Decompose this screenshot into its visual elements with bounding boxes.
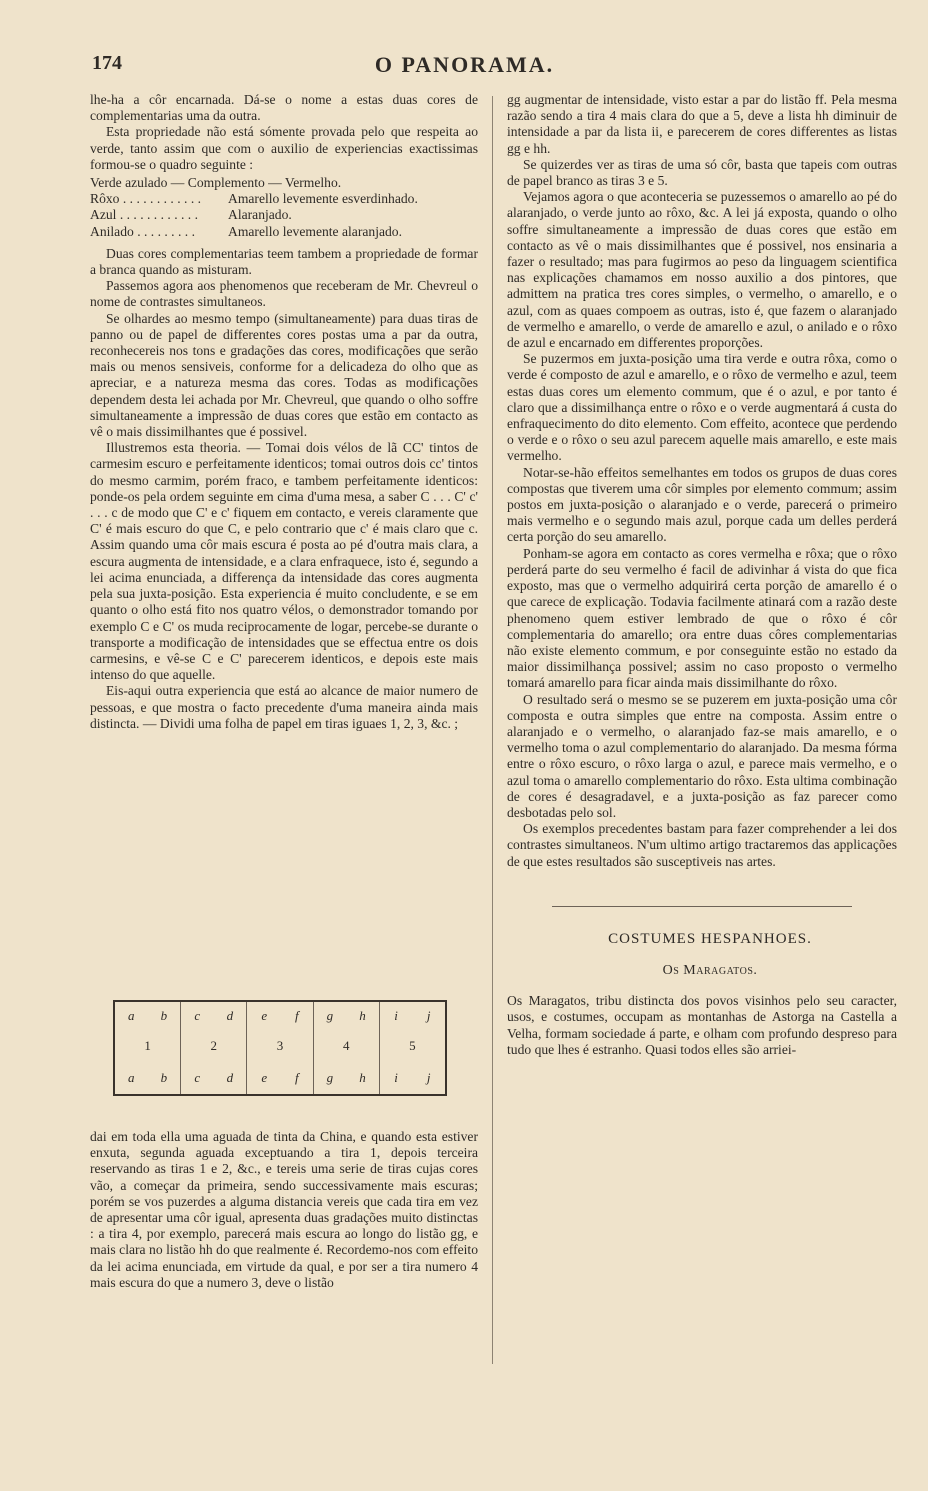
running-title: O PANORAMA. [374, 52, 555, 77]
strip-label: d [226, 1008, 234, 1023]
list-value: Alaranjado. [228, 207, 292, 223]
paragraph: gg augmentar de intensidade, visto estar a par do listão ff. Pela mesma razão sendo a tira 4 mais clara do que a 5, deve a lista hh diminuir de intensidade a par da lista ii, e parecerem de cores differentes as listas gg e hh. [507, 92, 897, 156]
list-term: Azul . . . . . . . . . . . . [90, 207, 198, 223]
strip-number: 5 [409, 1038, 416, 1053]
list-item [90, 191, 478, 207]
strip-label: a [128, 1070, 135, 1085]
strip [181, 1002, 247, 1094]
column-divider [492, 96, 493, 1364]
paragraph: Vejamos agora o que aconteceria se puzessemos o amarello ao pé do alaranjado, o verde junto ao rôxo, &c. A lei já exposta, quando o olho soffre simultaneamente a impressão de duas cores que estão em contacto as vê o mais dissimilhantes que é possivel, nos ensinaria a fazer o resultado; mas para fugirmos ao peso da linguagem scientifica nas explicações chamamos em nosso auxilio a dos pintores, que admittem na pratica tres cores simples, o vermelho, o amarello, e o azul, com as quaes compoem as outras, isto é, que fazem o alaranjado de vermelho e amarello, o verde de amarello e azul, o anilado e o rôxo de azul e encarnado em differentes proporções. [507, 189, 897, 351]
paragraph: Se quizerdes ver as tiras de uma só côr, basta que tapeis com outras de papel branco as tiras 3 e 5. [507, 156, 897, 189]
paragraph: Os exemplos precedentes bastam para fazer comprehender a lei dos contrastes simultaneos. N'um ultimo artigo tractaremos das applicações de que estes resultados são susceptiveis nas artes. [507, 821, 897, 869]
strip-number: 3 [276, 1038, 284, 1053]
paragraph: Eis-aqui outra experiencia que está ao alcance de maior numero de pessoas, e que mostra o facto precedente d'uma maneira ainda mais distincta. — Dividi uma folha de papel em tiras iguaes 1, 2, 3, &c. ; [90, 683, 478, 731]
strip-label: j [426, 1070, 431, 1085]
list-value: Amarello levemente esverdinhado. [228, 191, 418, 207]
paragraph: Notar-se-hão effeitos semelhantes em todos os grupos de duas cores compostas que tiverem uma côr simples por elemento commum; assim postos em juxta-posição o alaranjado e o verde, parecerá o primeiro mais vermelho e o segundo mais azul, porque cada um delles perderá certa porção do seu amarello. [507, 464, 897, 545]
page-number: 174 [92, 52, 122, 74]
strip-number: 2 [210, 1038, 218, 1053]
paragraph: dai em toda ella uma aguada de tinta da China, e quando esta estiver enxuta, segunda aguada exceptuando a tira 1, depois terceira reservando as tiras 1 e 2, &c., e tereis uma serie de tiras cujas cores vão, a começar da primeira, sendo successivamente mais escuras; porém se vos puzerdes a alguma distancia vereis que cada tira em vez de apresentar uma côr igual, apresenta duas gradações muito distinctas : a tira 4, por exemplo, parecerá mais escura ao longo do listão gg, e mais clara no listão hh do que realmente é. Recordemo-nos com effeito da lei acima enunciada, em virtude da qual, e por ser a tira numero 4 mais escura do que a numero 3, deve o listão [90, 1129, 478, 1290]
strip-label: a [128, 1008, 135, 1023]
strip-label: g [326, 1008, 334, 1023]
list-term: Rôxo . . . . . . . . . . . . [90, 191, 202, 207]
page-header [92, 52, 837, 82]
paragraph: Illustremos esta theoria. — Tomai dois vélos de lã CC' tintos de carmesim escuro e perfeitamente identicos; tomai outros dois cc' tintos do mesmo carmim, porém fraco, e tambem perfeitamente identicos: ponde-os pela ordem seguinte em cima d'uma mesa, a saber C . . . C' c' . . . c de modo que C' e c' fiquem em contacto, e vereis claramente que C' é mais escuro do que C, e pelo contrario que c' é mais claro que c. Assim quando uma côr mais escura é posta ao pé d'outra mais clara, a escura augmenta de intensidade, e a clara enfraquece, isto é, segundo a lei acima enunciada, a differença da intensidade das cores augmenta pela sua juxta-posição. Esta experiencia é muito concludente, e se em quanto o olho está fito nos quatro vélos, o demonstrador tomando por exemplo C e C' os muda reciprocamente de logar, percebe-se durante o transporte a modificação de intensidades que se effectua entre os dois carmesins, e vê-se C e C' parecerem identicos, e depois este mais intenso do que aquelle. [90, 440, 478, 683]
paragraph: Esta propriedade não está sómente provada pelo que respeita ao verde, tanto assim que com o auxilio de experiencias exactissimas formou-se o quadro seguinte : [90, 124, 478, 172]
strip-label: g [326, 1070, 334, 1085]
paragraph: Ponham-se agora em contacto as cores vermelha e rôxa; que o rôxo perderá parte do seu vermelho é facil de adivinhar á vista do que fica exposto, mas que o vermelho adquirirá certa porção de amarello é o que carece de explicação. Todavia facilmente atinará com a razão deste phenomeno quem estiver lembrado de que o rôxo é côr complementaria do amarello; ora entre duas côres complementarias não existe elemento commum, e por conseguinte estão no estado da maior dissimilhança possivel; assim no caso proposto o vermelho tomará amarello para ficar ainda mais dissimilhante do rôxo. [507, 545, 897, 691]
right-column [507, 92, 897, 1058]
left-column-top [90, 92, 478, 732]
list-value: Amarello levemente alaranjado. [228, 223, 402, 239]
strip-label: b [160, 1008, 168, 1023]
paragraph: Se puzermos em juxta-posição uma tira verde e outra rôxa, como o verde é composto de azul e amarello, e o rôxo de vermelho e azul, teem estas duas cores um elemento commum, que é o azul, e por tanto é claro que a dissimilhança entre o rôxo e o verde augmentará á custa do enfraquecimento do dito elemento. Com effeito, acontece que perdendo o verde e o rôxo o seu azul parecem aquelle mais amarello, e este mais vermelho. [507, 351, 897, 464]
paragraph: Duas cores complementarias teem tambem a propriedade de formar a branca quando as misturam. [90, 245, 478, 278]
section-subtitle: Os Maragatos. [662, 962, 758, 978]
paragraph: Os Maragatos, tribu distincta dos povos visinhos pelo seu caracter, usos, e costumes, occupam as montanhas de Astorga na Castella a Velha, formam sociedade á parte, e olham com profundo despreso para tudo que lhes é estranho. Quasi todos elles são arriei- [507, 993, 897, 1057]
strip-label: b [160, 1070, 168, 1085]
section-title: COSTUMES HESPANHOES. [608, 930, 812, 947]
complement-list [90, 175, 478, 240]
strip-label: f [295, 1070, 299, 1085]
strip-label: h [359, 1070, 366, 1085]
list-term: Anilado . . . . . . . . . [90, 223, 195, 239]
strip-label: c [194, 1008, 201, 1023]
strip [380, 1002, 445, 1094]
strip-label: f [295, 1008, 299, 1023]
strip [115, 1002, 181, 1094]
list-item [90, 207, 478, 223]
paragraph: Passemos agora aos phenomenos que receberam de Mr. Chevreul o nome de contrastes simultaneos. [90, 278, 478, 310]
paragraph: lhe-ha a côr encarnada. Dá-se o nome a estas duas cores de complementarias uma da outra. [90, 92, 478, 124]
strip-label: e [261, 1070, 268, 1085]
strip-label: j [426, 1008, 431, 1023]
list-item [90, 224, 478, 240]
paragraph: Se olhardes ao mesmo tempo (simultaneamente) para duas tiras de panno ou de papel de differentes cores postas uma a par da outra, reconhecereis nos tons e gradações das cores, modificações que serão mais ou menos sensiveis, conforme for a delicadeza do olho que as apreciar, e a natureza mesma das cores. Todas as modificações dependem desta lei achada por Mr. Chevreul, que quando o olho soffre simultaneamente a impressão de duas cores que estão em contacto as vê o mais dissimilhantes que é possivel. [90, 310, 478, 440]
strip-label: h [359, 1008, 366, 1023]
strip-label: c [194, 1070, 201, 1085]
left-column-bottom [90, 1129, 478, 1291]
strips-figure [113, 1000, 447, 1096]
strip [247, 1002, 313, 1094]
strip-label: i [394, 1070, 398, 1085]
paragraph: O resultado será o mesmo se se puzerem em juxta-posição uma côr composta e outra simples que entre na composta. Assim entre o alaranjado e o vermelho, o alaranjado faz-se mais amarello, e o vermelho toma o azul complementario do alaranjado. Da mesma fórma entre o rôxo escuro, o rôxo larga o azul, e parece mais vermelho, e o azul toma o amarello complementario do rôxo. Esta ultima combinação de cores é desagradavel, e a juxta-posição as faz parecer como desbotadas pelo sol. [507, 691, 897, 820]
strip [314, 1002, 380, 1094]
strip-label: d [226, 1070, 234, 1085]
strip-label: e [261, 1008, 268, 1023]
strip-label: i [394, 1008, 398, 1023]
strip-number: 1 [144, 1038, 151, 1053]
strip-number: 4 [342, 1038, 350, 1053]
list-header: Verde azulado — Complemento — Vermelho. [90, 175, 342, 191]
